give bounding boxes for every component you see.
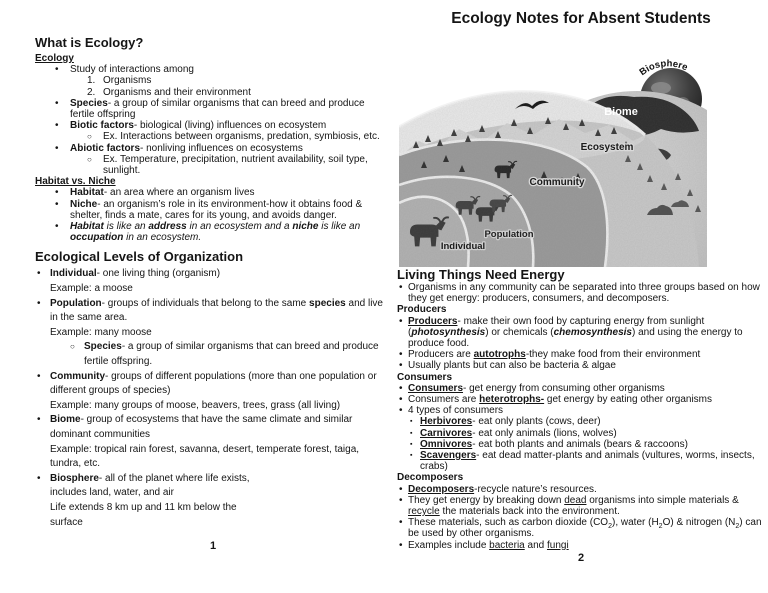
item-text: Habitat vs. Niche [35,176,116,188]
item-text: Herbivores- eat only plants (cows, deer) [420,416,601,428]
list-item [410,450,765,472]
item-text: Producers [397,304,447,316]
list-item [70,340,391,369]
bullet-marker: • [399,394,403,406]
bullet-marker: • [55,120,59,132]
item-text: Biosphere- all of the planet where life exists, [50,472,250,484]
text-line [37,326,391,341]
list-item [399,517,765,539]
bullet-marker: ▪ [410,440,413,448]
bold-line [397,304,765,315]
list-item [399,484,765,495]
item-text: Consumers are heterotrophs- get energy by eating other organisms [408,394,713,406]
indent-spacer [37,282,50,297]
page-number-1: 1 [209,540,217,552]
page-number-2: 2 [577,552,585,564]
label-biome: Biome [604,106,638,118]
item-text: Ecological Levels of Organization [35,249,244,265]
item-text: They get energy by breaking down dead organisms into simple materials & recycle the materials back into the environment. [408,494,739,518]
item-text: Scavengers- eat dead matter-plants and animals (vultures, worms, insects, crabs) [420,450,755,473]
page-title: Ecology Notes for Absent Students [451,10,711,27]
label-community: Community [529,177,585,188]
list-item [55,199,391,221]
list-item [399,383,765,394]
list-item [55,221,391,243]
bullet-marker: • [399,315,403,327]
list-item [37,267,391,282]
list-item [399,405,765,416]
item-text: Organisms in any community can be separated into three groups based on how they get energy: producers, consumers, and decomposers. [408,282,760,305]
bullet-marker: • [55,142,59,154]
label-ecosystem: Ecosystem [580,142,634,153]
item-text: Example: tropical rain forest, savanna, desert, temperate forest, taiga, tundra, etc. [50,443,360,470]
list-item [55,98,391,120]
label-individual: Individual [440,241,486,252]
bullet-marker: • [55,187,59,199]
item-text: These materials, such as carbon dioxide $(CO_2)$, water $(H_2O)$ & nitrogen $(N_2)$ can be used by other organisms. [408,517,762,540]
item-text: surface [50,516,83,528]
bullet-marker: ○ [87,154,92,164]
text-line [37,282,391,297]
bullet-marker: • [55,221,59,233]
item-text: Omnivores- eat both plants and animals (bears & raccoons) [420,438,688,450]
bullet-marker: • [55,198,59,210]
item-text: Niche- an organism’s role in its environment-how it obtains food & shelter, finds a mate, cares for its young, and avoids danger. [70,198,363,221]
item-text: Examples include bacteria and fungi [408,539,569,551]
item-text: Example: many groups of moose, beavers, trees, grass (all living) [50,399,341,411]
list-item [399,316,765,350]
bullet-marker: • [399,517,403,529]
bullet-marker: • [37,370,41,382]
item-text: Population- groups of individuals that belong to the same species and live in the same area. [50,297,383,324]
item-text: Ecology [35,53,74,64]
indent-spacer [37,443,50,472]
bullet-marker: ▪ [410,429,413,437]
bold-line [397,472,765,483]
item-text: Biotic factors- biological (living) influences on ecosystem [70,120,327,132]
item-text: Example: many moose [50,326,152,338]
list-item [37,297,391,326]
list-item [399,349,765,360]
indent-spacer [37,501,50,516]
list-item [399,394,765,405]
list-item [55,64,391,75]
item-text: Living Things Need Energy [397,267,565,282]
item-text: Habitat- an area where an organism lives [70,187,255,199]
item-text: Biome- group of ecosystems that have the same climate and similar dominant communities [50,414,353,440]
bullet-marker: • [37,268,41,280]
bullet-marker: ▪ [410,418,413,426]
item-text: includes land, water, and air [50,487,174,499]
list-item [410,416,765,427]
right-page [397,0,765,551]
bold-line [397,372,765,383]
item-text: Consumers [397,371,453,383]
list-item [87,154,391,176]
item-text: 4 types of consumers [408,405,504,417]
label-population: Population [484,229,534,240]
list-item [87,131,391,142]
item-text: Decomposers-recycle nature’s resources. [408,483,597,495]
item-text: Life extends 8 km up and 11 km below the [50,501,237,513]
text-line [37,399,391,414]
section-heading [35,35,391,51]
list-item [87,75,391,86]
list-item [410,439,765,450]
item-text: Producers are autotrophs-they make food from their environment [408,349,701,361]
bullet-marker: • [37,414,41,426]
grass-texture [399,67,707,267]
list-item [37,472,391,487]
section-heading [35,248,391,266]
list-item [399,282,765,304]
sub-heading [35,176,391,187]
bullet-marker: • [399,382,403,394]
item-text: Species- a group of similar organisms that can breed and produce fertile offspring [70,97,365,121]
bullet-marker: 1. [87,75,96,87]
label-biosphere: Biosphere [637,58,690,79]
list-item [410,428,765,439]
section-ecological-levels [35,248,391,530]
item-text: Carnivores- eat only animals (lions, wolves) [420,427,617,439]
bullet-marker: • [37,297,41,309]
list-item [399,495,765,517]
list-item [37,413,391,442]
item-text: Decomposers [397,472,464,484]
text-line [37,443,391,472]
bullet-marker: • [399,483,403,495]
list-item [55,143,391,154]
bullet-marker: • [399,405,403,417]
text-line [37,516,391,531]
item-text: Ex. Temperature, precipitation, nutrient availability, soil type, sunlight. [103,153,368,177]
bullet-marker: • [399,282,403,293]
section-heading [397,267,765,282]
item-text: Ex. Interactions between organisms, predation, symbiosis, etc. [103,131,380,143]
item-text: Producers- make their own food by capturing energy from sunlight (photosynthesis) or chemicals (chemosynthesis) and using the energy to produce food. [408,315,743,350]
figure-ecological-levels [399,57,707,267]
list-item [399,360,765,371]
list-item [55,120,391,131]
item-text: Abiotic factors- nonliving influences on ecosystems [70,142,303,154]
bullet-marker: • [399,494,403,506]
bullet-marker: ○ [87,132,92,142]
indent-spacer [37,399,50,414]
bullet-marker: 2. [87,86,96,98]
text-line [37,501,391,516]
ecological-levels-image [399,57,707,267]
bullet-marker: • [55,64,59,76]
item-text: Habitat is like an address in an ecosystem and a niche is like an occupation in an ecosystem. [70,221,361,244]
item-text: Species- a group of similar organisms that can breed and produce fertile offspring. [84,341,379,368]
bullet-marker: • [37,472,41,484]
item-text: Study of interactions among [70,64,194,76]
bullet-marker: • [55,97,59,109]
item-text: Usually plants but can also be bacteria & algae [408,360,616,372]
item-text: Organisms and their environment [103,86,251,98]
item-text: Individual- one living thing (organism) [50,268,221,280]
bullet-marker: • [399,349,403,361]
bullet-marker: ○ [70,342,75,352]
indent-spacer [37,516,50,531]
text-line [37,486,391,501]
item-text: Organisms [103,75,152,87]
indent-spacer [37,326,50,341]
bullet-marker: • [399,539,403,551]
list-item [37,370,391,399]
indent-spacer [37,486,50,501]
section-what-is-ecology [35,35,391,243]
left-page [35,0,391,530]
item-text: What is Ecology? [35,35,144,50]
list-item [399,540,765,551]
section-living-things-need-energy [397,267,765,551]
list-item [87,87,391,98]
item-text: Example: a moose [50,283,133,295]
bullet-marker: ▪ [410,452,413,460]
item-text: Community- groups of different populations (more than one population or different groups of species) [50,370,377,397]
sub-heading [35,53,391,64]
item-text: Consumers- get energy from consuming other organisms [408,382,665,394]
list-item [55,187,391,198]
bullet-marker: • [399,360,403,372]
